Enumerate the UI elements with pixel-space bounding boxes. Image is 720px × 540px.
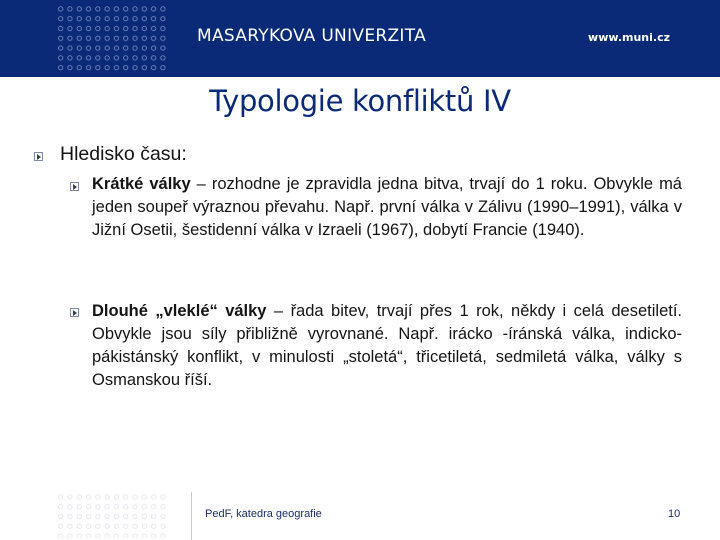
university-name: MASARYKOVA UNIVERZITA xyxy=(197,26,427,46)
main-bullet-text: Hledisko času: xyxy=(60,143,187,165)
dot-pattern-decoration xyxy=(56,4,168,74)
page-number: 10 xyxy=(668,508,681,520)
dot-pattern-decoration xyxy=(56,492,168,538)
item-description: – rozhodne je zpravidla jedna bitva, trvají do 1 roku. Obvykle má jeden soupeř výraznou převahu. Např. první válka v Zálivu (1990–1991), válka v Jižní Osetii, šestidenní válka v Izraeli (1967), dobytí Francie (1940). xyxy=(92,175,682,239)
bullet-arrow-icon xyxy=(70,308,79,317)
slide-title: Typologie konfliktů IV xyxy=(209,84,511,118)
list-item xyxy=(92,173,682,242)
bullet-arrow-icon xyxy=(34,152,43,161)
item-term: Krátké války xyxy=(92,175,191,193)
list-item xyxy=(92,300,682,392)
website-url: www.muni.cz xyxy=(588,31,670,44)
item-description: – řada bitev, trvají přes 1 rok, někdy i celá desetiletí. Obvykle jsou síly přibližně vyrovnané. Např. irácko -íránská válka, indicko-pákistánský konflikt, v minulosti „stoletá“, třicetiletá, sedmiletá válka, války s Osmanskou říší. xyxy=(92,302,682,389)
bullet-arrow-icon xyxy=(70,182,79,191)
footer-divider xyxy=(191,492,192,540)
slide-header xyxy=(0,0,720,77)
item-term: Dlouhé „vleklé“ války xyxy=(92,302,267,320)
footer-department: PedF, katedra geografie xyxy=(205,508,322,520)
